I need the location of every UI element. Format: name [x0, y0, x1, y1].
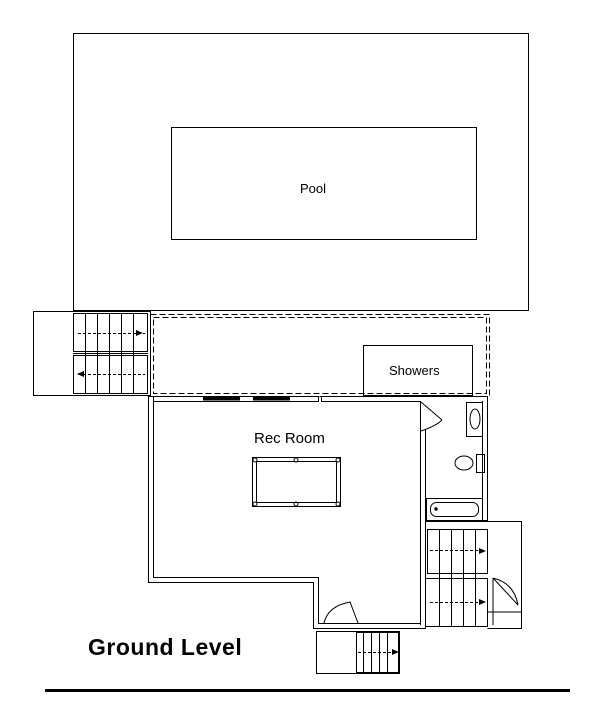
sliding-door-1	[204, 397, 240, 400]
bathroom-door	[421, 402, 442, 431]
entry-door	[324, 602, 358, 623]
rec-room-label: Rec Room	[254, 430, 325, 447]
pool-label: Pool	[300, 181, 327, 196]
toilet	[455, 455, 485, 473]
left-stairs	[73, 313, 148, 394]
covered-patio	[151, 315, 490, 397]
pool-deck	[74, 34, 529, 311]
stair-arrows	[77, 330, 486, 655]
side-door	[493, 578, 518, 625]
plan-title: Ground Level	[88, 634, 243, 660]
bathtub	[427, 499, 483, 521]
right-stairs	[426, 529, 488, 627]
showers-label: Showers	[389, 363, 440, 378]
pool-table	[253, 458, 341, 507]
sliding-door-2	[254, 397, 290, 400]
